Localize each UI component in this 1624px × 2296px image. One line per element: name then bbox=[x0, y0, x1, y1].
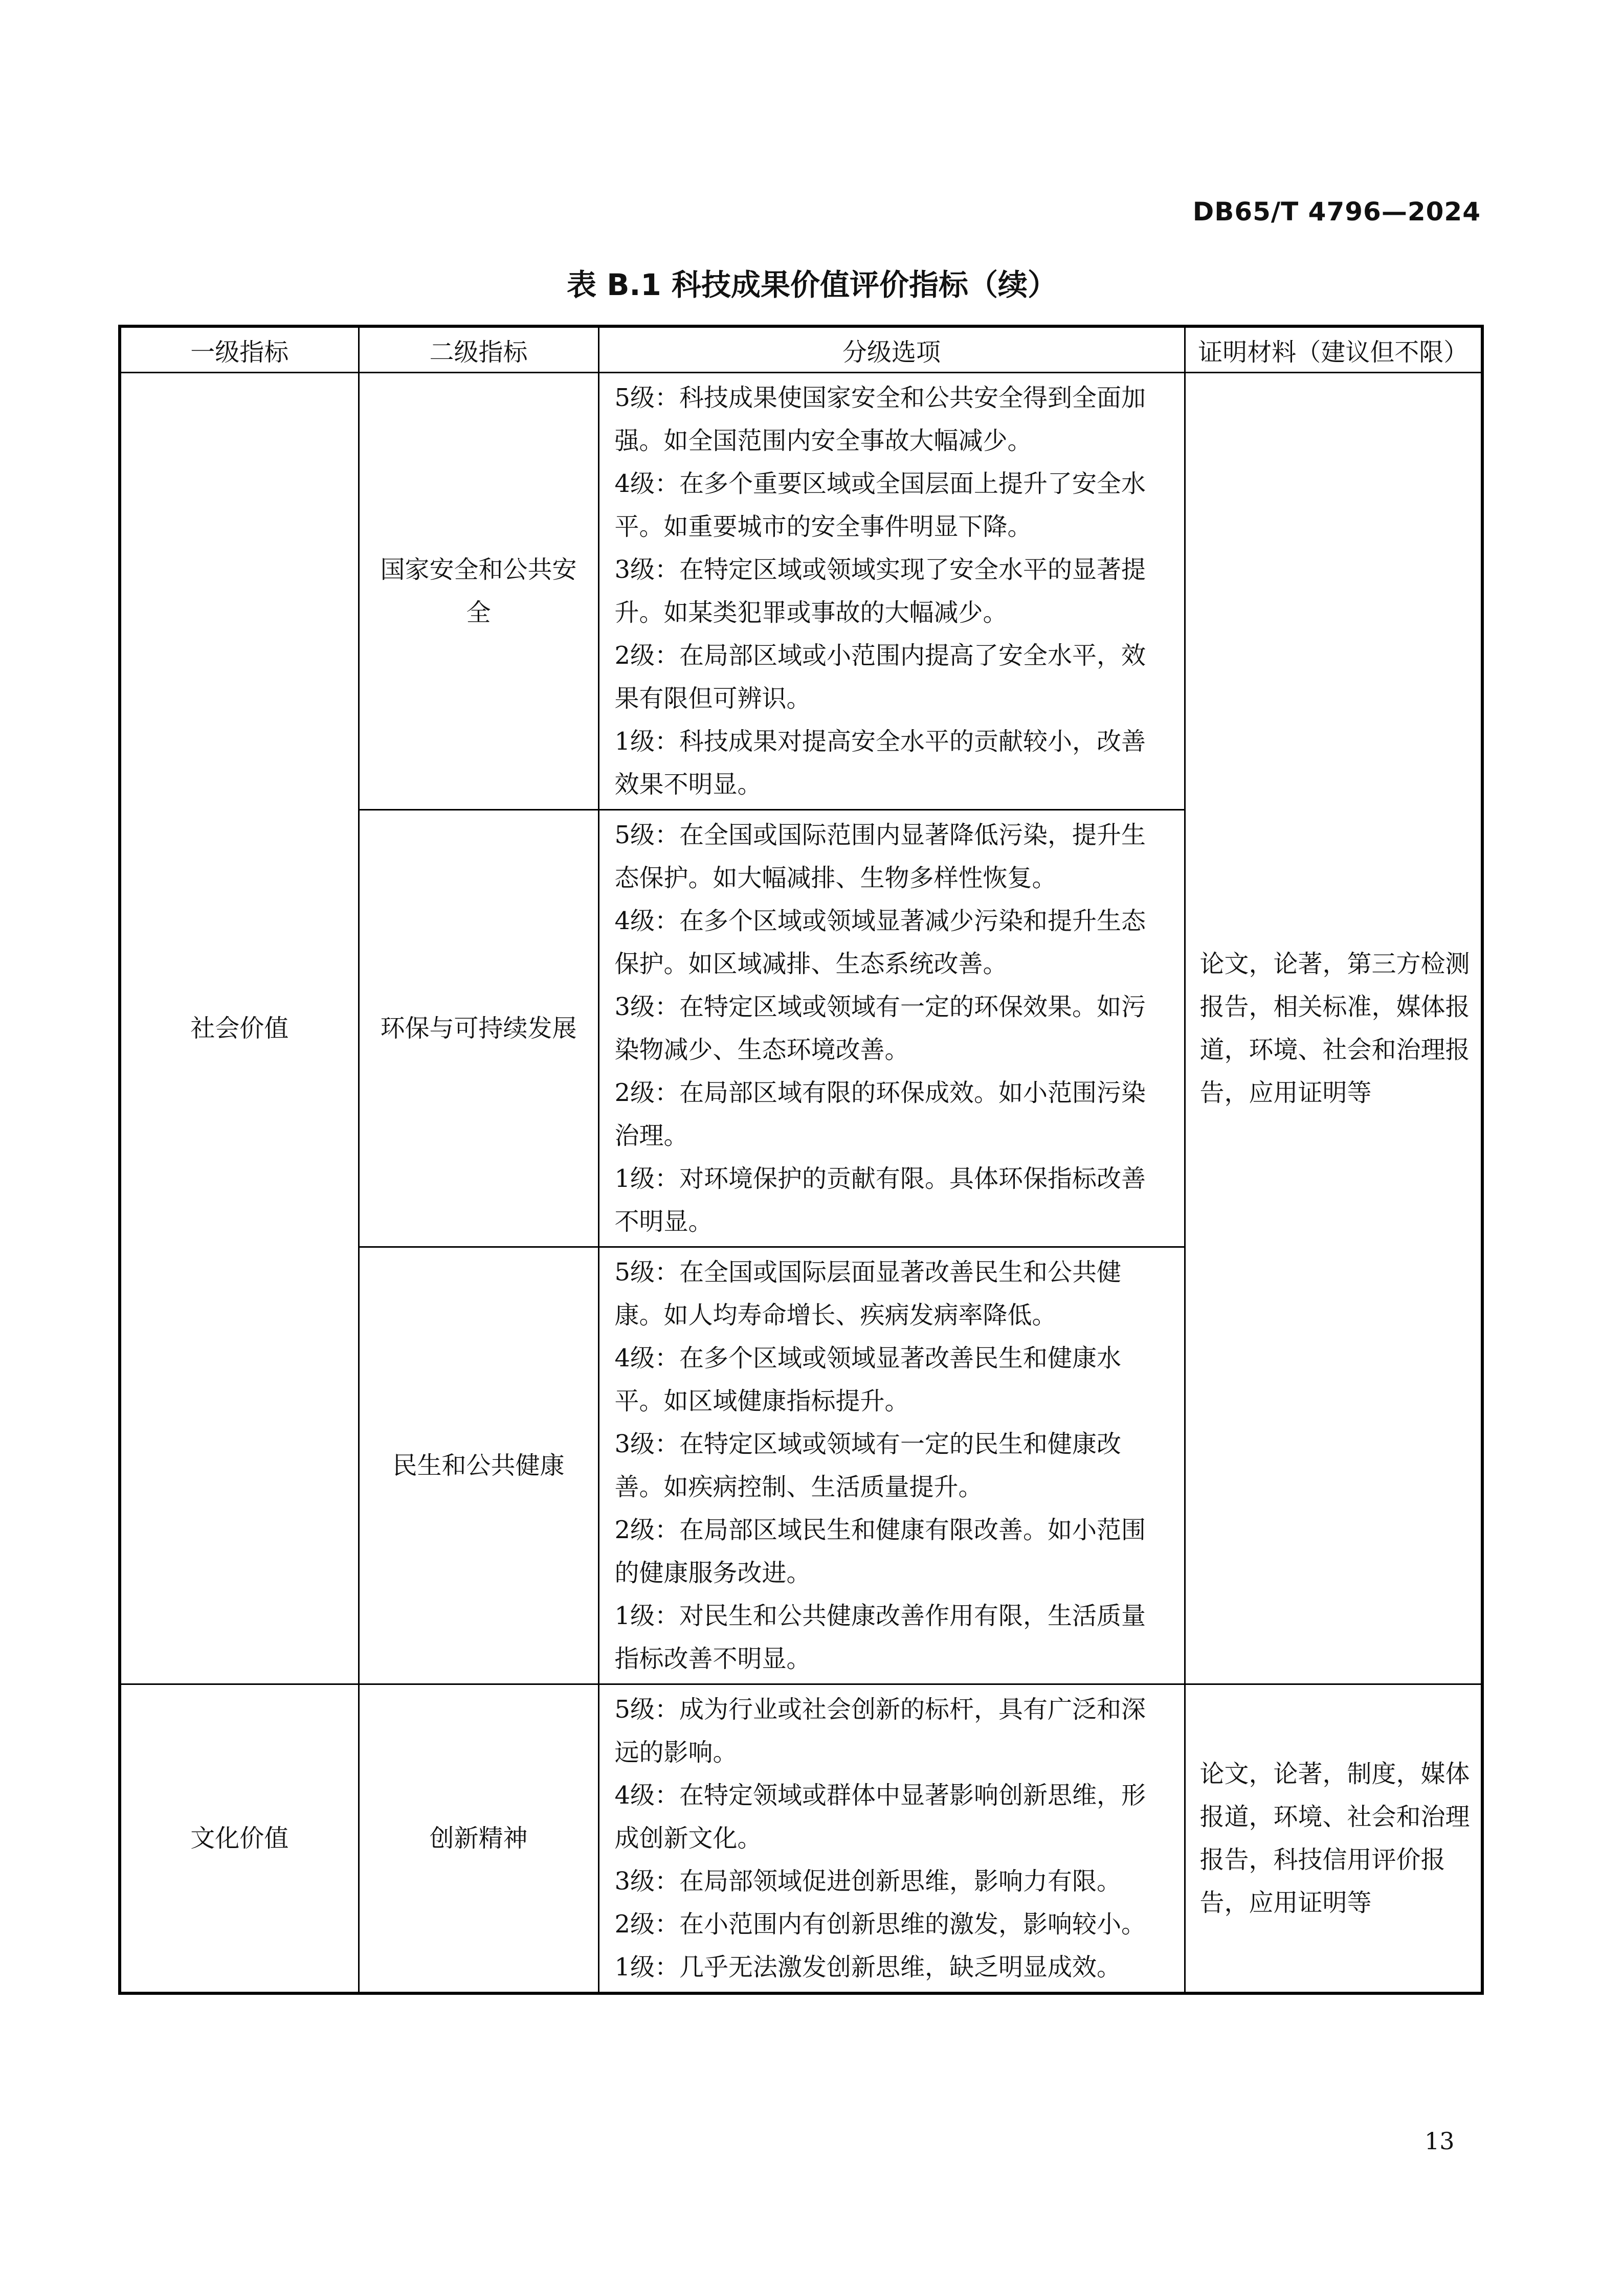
grade-level-1 bbox=[615, 720, 1174, 806]
text-line: 1级：对环境保护的贡献有限。具体环保指标改善 bbox=[614, 1164, 1146, 1193]
text-line: 治理。 bbox=[614, 1121, 688, 1150]
text-line: 5级：成为行业或社会创新的标杆，具有广泛和深 bbox=[614, 1695, 1146, 1724]
column-header: 证明材料（建议但不限） bbox=[1185, 326, 1482, 373]
text-line: 5级：在全国或国际范围内显著降低污染，提升生 bbox=[614, 821, 1146, 849]
grade-level-1 bbox=[615, 1946, 1174, 1989]
table-title: 表 B.1 科技成果价值评价指标（续） bbox=[567, 267, 1057, 302]
column-header: 二级指标 bbox=[359, 326, 598, 373]
text-line: 环保与可持续发展 bbox=[380, 1014, 577, 1043]
text-line: 成创新文化。 bbox=[614, 1824, 762, 1853]
grade-level-1 bbox=[615, 1594, 1174, 1680]
evidence-materials bbox=[1185, 1684, 1482, 1994]
text-line: 平。如区域健康指标提升。 bbox=[614, 1387, 909, 1415]
text-line: 报告，相关标准，媒体报 bbox=[1199, 993, 1470, 1021]
grade-level-2 bbox=[615, 1071, 1174, 1157]
grade-level-4 bbox=[615, 1774, 1174, 1860]
text-line: 报道，环境、社会和治理 bbox=[1199, 1803, 1470, 1831]
text-line: 平。如重要城市的安全事件明显下降。 bbox=[614, 512, 1032, 541]
column-header: 分级选项 bbox=[598, 326, 1185, 373]
text-line: 态保护。如大幅减排、生物多样性恢复。 bbox=[614, 864, 1057, 892]
evidence-materials bbox=[1185, 373, 1482, 1684]
text-line: 民生和公共健康 bbox=[392, 1451, 565, 1480]
grade-level-2 bbox=[615, 1903, 1174, 1946]
secondary-indicator bbox=[359, 810, 598, 1247]
text-line: 5级：在全国或国际层面显著改善民生和公共健 bbox=[614, 1258, 1122, 1287]
grade-level-4 bbox=[615, 899, 1174, 985]
text-line: 保护。如区域减排、生态系统改善。 bbox=[614, 950, 1008, 978]
text-line: 告，应用证明等 bbox=[1199, 1078, 1372, 1107]
text-line: 2级：在局部区域民生和健康有限改善。如小范围 bbox=[614, 1516, 1146, 1544]
grade-level-3 bbox=[615, 1423, 1174, 1509]
grade-level-4 bbox=[615, 462, 1174, 548]
text-line: 国家安全和公共安 bbox=[380, 555, 577, 584]
document-number: DB65/T 4796—2024 bbox=[1192, 197, 1481, 227]
text-line: 不明显。 bbox=[614, 1207, 713, 1236]
text-line: 3级：在特定区域或领域有一定的环保效果。如污 bbox=[614, 993, 1146, 1021]
text-line: 报告，科技信用评价报 bbox=[1199, 1845, 1445, 1874]
text-line: 2级：在局部区域或小范围内提高了安全水平，效 bbox=[614, 641, 1146, 670]
grade-level-3 bbox=[615, 1860, 1174, 1903]
secondary-indicator bbox=[359, 1684, 598, 1994]
text-line: 3级：在特定区域或领域实现了安全水平的显著提 bbox=[614, 555, 1146, 584]
grade-level-2 bbox=[615, 1509, 1174, 1594]
text-line: 4级：在特定领域或群体中显著影响创新思维，形 bbox=[614, 1781, 1146, 1810]
text-line: 远的影响。 bbox=[614, 1738, 738, 1767]
text-line: 升。如某类犯罪或事故的大幅减少。 bbox=[614, 598, 1008, 627]
text-line: 4级：在多个区域或领域显著改善民生和健康水 bbox=[614, 1344, 1122, 1372]
grade-level-3 bbox=[615, 985, 1174, 1071]
secondary-indicator bbox=[359, 373, 598, 810]
grading-options bbox=[598, 373, 1185, 810]
text-line: 果有限但可辨识。 bbox=[614, 684, 811, 713]
text-line: 1级：科技成果对提高安全水平的贡献较小，改善 bbox=[614, 727, 1146, 756]
grading-options bbox=[598, 810, 1185, 1247]
text-line: 创新精神 bbox=[429, 1824, 528, 1853]
text-line: 指标改善不明显。 bbox=[614, 1645, 811, 1673]
table-row bbox=[120, 1684, 1482, 1994]
grade-level-4 bbox=[615, 1337, 1174, 1423]
text-line: 5级：科技成果使国家安全和公共安全得到全面加 bbox=[614, 384, 1146, 412]
text-line: 康。如人均寿命增长、疾病发病率降低。 bbox=[614, 1301, 1057, 1330]
text-line: 的健康服务改进。 bbox=[614, 1559, 811, 1587]
text-line: 4级：在多个重要区域或全国层面上提升了安全水 bbox=[614, 469, 1146, 498]
text-line: 全 bbox=[466, 598, 491, 627]
text-line: 效果不明显。 bbox=[614, 770, 762, 799]
text-line: 2级：在局部区域有限的环保成效。如小范围污染 bbox=[614, 1078, 1146, 1107]
text-line: 道，环境、社会和治理报 bbox=[1199, 1036, 1470, 1064]
text-line: 论文，论著，第三方检测 bbox=[1199, 950, 1470, 978]
primary-indicator: 文化价值 bbox=[120, 1684, 359, 1994]
text-line: 善。如疾病控制、生活质量提升。 bbox=[614, 1473, 983, 1501]
table-row bbox=[120, 373, 1482, 810]
grading-options bbox=[598, 1684, 1185, 1994]
text-line: 1级：对民生和公共健康改善作用有限，生活质量 bbox=[614, 1602, 1146, 1630]
text-line: 1级：几乎无法激发创新思维，缺乏明显成效。 bbox=[614, 1953, 1122, 1982]
page-number: 13 bbox=[1425, 2127, 1455, 2155]
grade-level-2 bbox=[615, 634, 1174, 720]
text-line: 3级：在局部领域促进创新思维，影响力有限。 bbox=[614, 1867, 1122, 1896]
text-line: 3级：在特定区域或领域有一定的民生和健康改 bbox=[614, 1430, 1122, 1458]
grade-level-5 bbox=[615, 1251, 1174, 1337]
text-line: 2级：在小范围内有创新思维的激发，影响较小。 bbox=[614, 1910, 1146, 1939]
grade-level-5 bbox=[615, 1688, 1174, 1774]
secondary-indicator bbox=[359, 1247, 598, 1684]
text-line: 强。如全国范围内安全事故大幅减少。 bbox=[614, 426, 1032, 455]
grade-level-3 bbox=[615, 548, 1174, 634]
table-header-row bbox=[120, 326, 1482, 373]
grade-level-5 bbox=[615, 376, 1174, 462]
text-line: 染物减少、生态环境改善。 bbox=[614, 1036, 909, 1064]
grading-options bbox=[598, 1247, 1185, 1684]
primary-indicator: 社会价值 bbox=[120, 373, 359, 1684]
grade-level-1 bbox=[615, 1157, 1174, 1243]
evaluation-table bbox=[118, 325, 1484, 1995]
column-header: 一级指标 bbox=[120, 326, 359, 373]
text-line: 论文，论著，制度，媒体 bbox=[1199, 1760, 1470, 1788]
grade-level-5 bbox=[615, 814, 1174, 899]
text-line: 告，应用证明等 bbox=[1199, 1888, 1372, 1917]
text-line: 4级：在多个区域或领域显著减少污染和提升生态 bbox=[614, 907, 1146, 935]
